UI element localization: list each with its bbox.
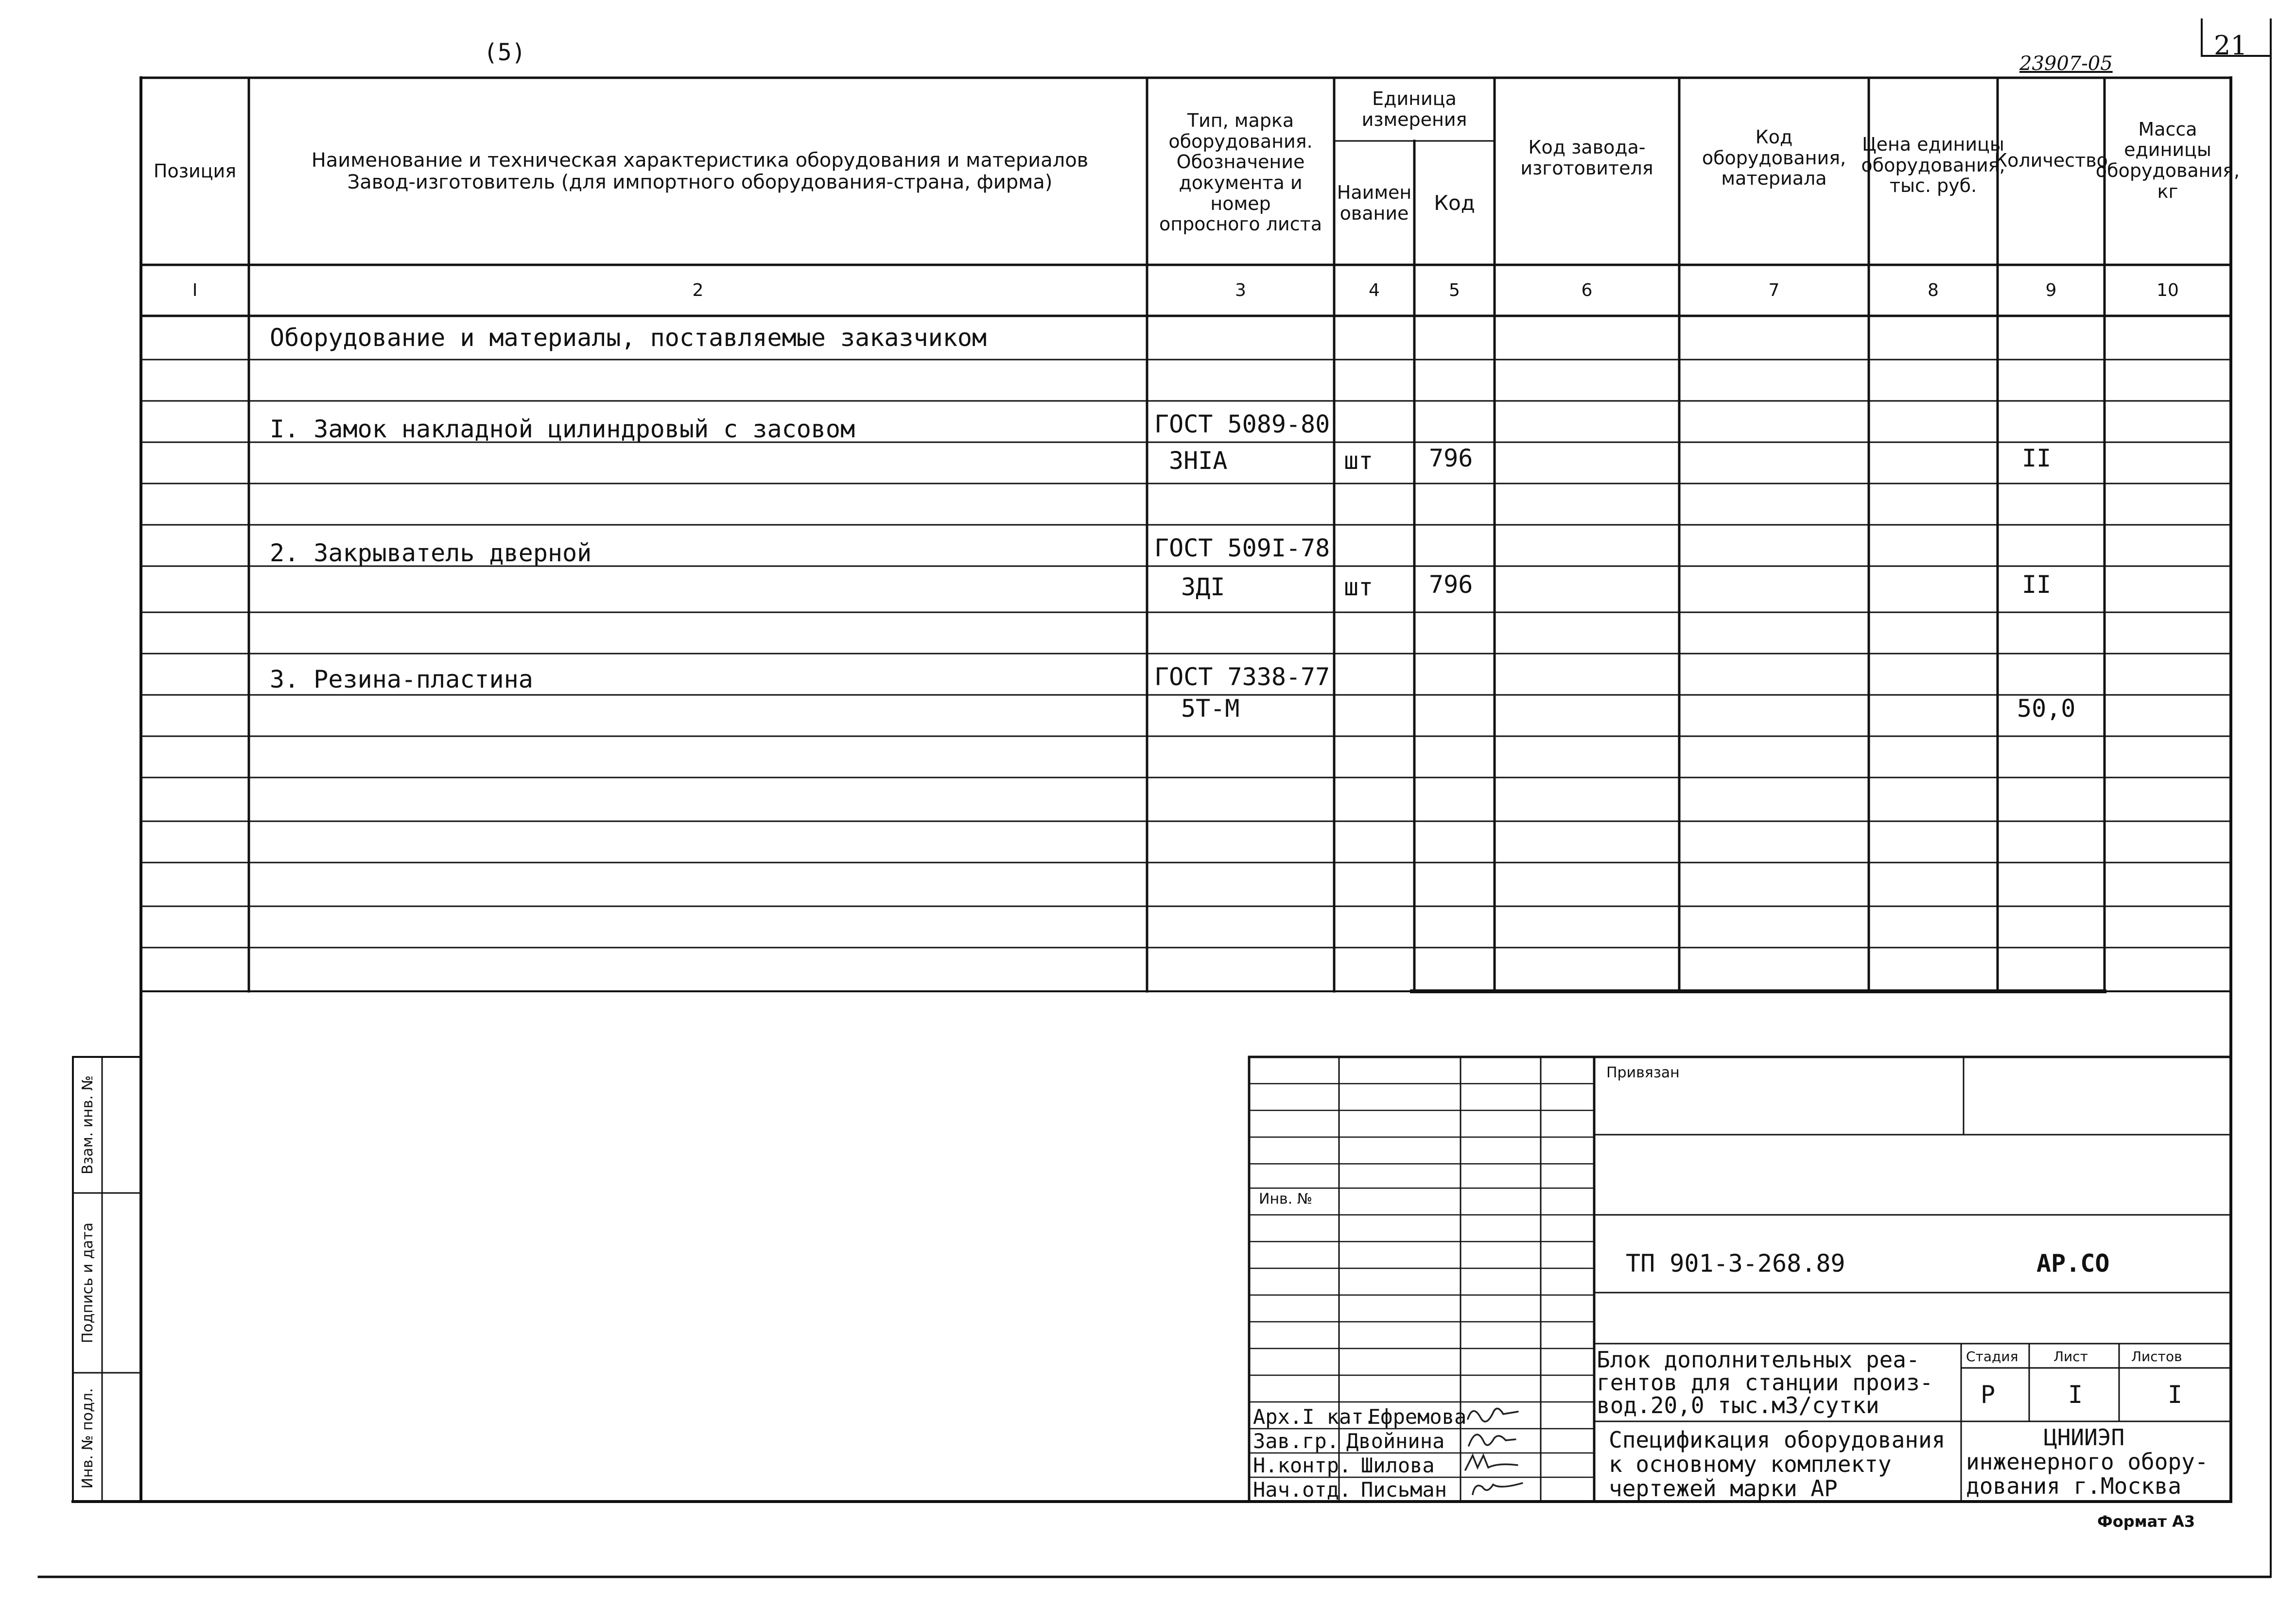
col-header-unit-code: Код — [1434, 190, 1475, 215]
stage-value: Р — [1981, 1381, 1996, 1409]
col-number: 4 — [1369, 280, 1380, 300]
spec-line-3: чертежей марки АР — [1609, 1475, 1838, 1502]
drawing-mark: АР.СО — [2036, 1249, 2110, 1278]
signer-role-1: Арх.I кат. — [1253, 1405, 1376, 1429]
spec-line-2: к основному комплекту — [1609, 1451, 1892, 1477]
document-code: ТП 901-3-268.89 — [1626, 1249, 1845, 1278]
signature-mark — [1465, 1455, 1517, 1470]
title-line-3: вод.20,0 тыс.м3/сутки — [1597, 1392, 1879, 1418]
signer-role-3: Н.контр. — [1253, 1453, 1352, 1477]
paper-format: Формат А3 — [2097, 1512, 2195, 1531]
col-number: 9 — [2045, 280, 2057, 300]
col-number: 2 — [692, 280, 704, 300]
organization-line-1: ЦНИИЭП — [2044, 1424, 2125, 1451]
signer-role-4: Нач.отд. — [1253, 1478, 1352, 1502]
sheets-value: I — [2168, 1381, 2183, 1409]
col-header-unit-group: Единица измерения — [1361, 88, 1467, 130]
organization-line-3: дования г.Москва — [1966, 1473, 2182, 1499]
item-2-unit: шт — [1344, 572, 1374, 601]
item-1-name: I. Замок накладной цилиндровый с засовом — [270, 415, 855, 443]
stage-label: Стадия — [1966, 1348, 2018, 1365]
col-number: I — [192, 280, 198, 300]
item-2-standard: ГОСТ 509I-78 — [1154, 534, 1330, 562]
signer-role-2: Зав.гр. — [1253, 1429, 1339, 1453]
bound-label: Привязан — [1606, 1064, 1680, 1081]
signer-name-4: Письман — [1361, 1478, 1447, 1502]
col-number: 5 — [1449, 280, 1460, 300]
signer-name-2: Двойнина — [1346, 1429, 1445, 1453]
signature-mark — [1469, 1434, 1515, 1446]
page-corner-number: 21 — [2214, 30, 2247, 61]
item-1-unit: шт — [1344, 446, 1374, 475]
title-line-2: гентов для станции произ- — [1597, 1369, 1933, 1396]
col-header-price: Цена единицы оборудования, тыс. руб. — [1861, 134, 2005, 197]
signature-mark — [1473, 1483, 1522, 1494]
title-line-1: Блок дополнительных реа- — [1597, 1347, 1920, 1373]
item-2-type: ЗДI — [1181, 572, 1225, 601]
col-header-type: Тип, марка оборудования. Обозначение документа и номер опросного листа — [1159, 110, 1322, 235]
col-header-quantity: Количество — [1994, 149, 2108, 171]
handwritten-reference: 23907-05 — [2019, 52, 2113, 75]
item-1-standard: ГОСТ 5089-80 — [1154, 410, 1330, 438]
col-header-position: Позиция — [153, 160, 237, 182]
col-number: 8 — [1928, 280, 1939, 300]
item-3-standard: ГОСТ 7338-77 — [1154, 662, 1330, 691]
spec-line-1: Спецификация оборудования — [1609, 1427, 1946, 1453]
col-header-factory-code: Код завода-изготовителя — [1520, 137, 1653, 179]
sheet-note: (5) — [484, 39, 526, 66]
col-header-mass: Масса единицы оборудования, кг — [2095, 118, 2240, 202]
col-number: 6 — [1581, 280, 1593, 300]
section-title: Оборудование и материалы, поставляемые заказчиком — [270, 324, 987, 352]
col-header-unit-name: Наименование — [1337, 181, 1412, 224]
sheets-label: Листов — [2131, 1348, 2182, 1365]
side-label-signature-date: Подпись и дата — [79, 1222, 96, 1344]
item-1-unit-code: 796 — [1429, 444, 1473, 472]
item-2-quantity: II — [2022, 570, 2052, 599]
item-1-quantity: II — [2022, 444, 2052, 472]
item-1-type: ЗНIА — [1169, 446, 1228, 475]
item-3-name: 3. Резина-пластина — [270, 665, 533, 693]
col-header-equipment-code: Код оборудования, материала — [1702, 126, 1846, 190]
signer-name-1: Ефремова — [1368, 1405, 1467, 1429]
col-header-name: Наименование и техническая характеристика оборудования и материалов Завод-изготовитель (для импортного оборудования-страна, фирма) — [311, 149, 1089, 193]
side-label-replaced-inv: Взам. инв. № — [79, 1075, 96, 1175]
item-3-type: 5Т-М — [1181, 694, 1240, 723]
col-number: 3 — [1235, 280, 1246, 300]
signer-name-3: Шилова — [1361, 1453, 1435, 1477]
signature-mark — [1468, 1409, 1518, 1422]
inventory-number-label: Инв. № — [1259, 1191, 1313, 1208]
organization-line-2: инженерного обору- — [1966, 1449, 2209, 1475]
item-3-quantity: 50,0 — [2017, 694, 2076, 723]
col-number: 10 — [2157, 280, 2179, 300]
sheet-value: I — [2068, 1381, 2083, 1409]
item-2-name: 2. Закрыватель дверной — [270, 538, 592, 567]
side-label-original-inv: Инв. № подл. — [79, 1388, 96, 1489]
col-number: 7 — [1768, 280, 1780, 300]
sheet-label: Лист — [2053, 1348, 2088, 1365]
item-2-unit-code: 796 — [1429, 570, 1473, 599]
